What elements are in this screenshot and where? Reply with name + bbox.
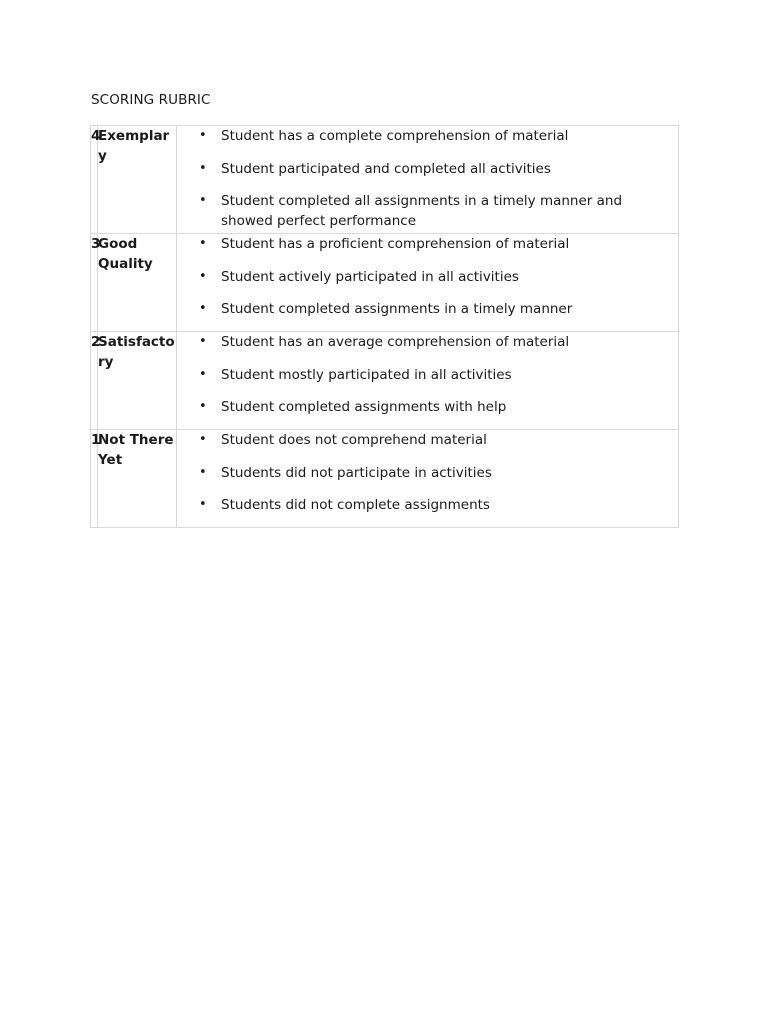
criteria-text: Student participated and completed all activities bbox=[221, 160, 551, 177]
criteria-item bbox=[177, 234, 678, 254]
score-cell bbox=[91, 430, 101, 528]
bullet-icon: • bbox=[199, 497, 207, 512]
bullet-icon: • bbox=[199, 464, 207, 480]
bullet-icon: • bbox=[199, 160, 207, 176]
level-label-cell bbox=[98, 332, 177, 430]
criteria-text: Student has an average comprehension of material bbox=[221, 334, 570, 350]
criteria-item bbox=[177, 365, 678, 385]
bullet-icon: • bbox=[199, 301, 207, 316]
score-cell bbox=[91, 234, 101, 332]
score-cell bbox=[91, 332, 101, 430]
score-value: 1 bbox=[91, 432, 101, 448]
criteria-text: Student completed all assignments in a timely manner and showed perfect performance bbox=[221, 193, 623, 229]
criteria-item bbox=[177, 267, 678, 287]
bullet-icon: • bbox=[199, 193, 207, 208]
rubric-row-2 bbox=[91, 332, 679, 430]
level-label: Good Quality bbox=[98, 236, 153, 272]
rubric-row-4 bbox=[91, 126, 679, 234]
rubric-row-1 bbox=[91, 430, 679, 528]
criteria-cell bbox=[177, 126, 679, 234]
criteria-text: Students did not complete assignments bbox=[221, 497, 490, 513]
criteria-item bbox=[177, 463, 678, 483]
criteria-item bbox=[177, 159, 678, 179]
bullet-icon: • bbox=[199, 128, 207, 143]
bullet-icon: • bbox=[199, 334, 207, 349]
criteria-cell bbox=[177, 234, 679, 332]
page-title: SCORING RUBRIC bbox=[91, 92, 211, 108]
score-value: 4 bbox=[91, 128, 101, 144]
criteria-item bbox=[177, 191, 678, 231]
bullet-icon: • bbox=[199, 236, 207, 251]
level-label: Satisfactory bbox=[98, 334, 175, 370]
bullet-icon: • bbox=[199, 432, 207, 447]
criteria-list bbox=[177, 332, 678, 417]
level-label-cell bbox=[98, 234, 177, 332]
criteria-text: Student actively participated in all activities bbox=[221, 268, 519, 285]
rubric-table bbox=[90, 125, 679, 528]
criteria-item bbox=[177, 332, 678, 352]
score-cell bbox=[91, 126, 101, 234]
criteria-item bbox=[177, 126, 678, 146]
bullet-icon: • bbox=[199, 399, 207, 414]
level-label: Exemplary bbox=[98, 128, 170, 164]
score-value: 2 bbox=[91, 334, 101, 350]
criteria-list bbox=[177, 430, 678, 515]
criteria-list bbox=[177, 126, 678, 231]
criteria-text: Student completed assignments with help bbox=[221, 399, 507, 415]
criteria-item bbox=[177, 430, 678, 450]
criteria-text: Student mostly participated in all activities bbox=[221, 366, 512, 383]
criteria-cell bbox=[177, 332, 679, 430]
bullet-icon: • bbox=[199, 268, 207, 284]
criteria-text: Students did not participate in activities bbox=[221, 464, 492, 481]
level-label-cell bbox=[98, 126, 177, 234]
score-value: 3 bbox=[91, 236, 101, 252]
criteria-item bbox=[177, 299, 678, 319]
level-label: Not There Yet bbox=[98, 432, 174, 468]
criteria-text: Student has a complete comprehension of material bbox=[221, 128, 569, 144]
criteria-text: Student has a proficient comprehension of material bbox=[221, 236, 570, 252]
criteria-text: Student does not comprehend material bbox=[221, 432, 487, 448]
bullet-icon: • bbox=[199, 366, 207, 382]
criteria-text: Student completed assignments in a timely manner bbox=[221, 301, 573, 317]
criteria-list bbox=[177, 234, 678, 319]
rubric-row-3 bbox=[91, 234, 679, 332]
criteria-item bbox=[177, 495, 678, 515]
level-label-cell bbox=[98, 430, 177, 528]
criteria-item bbox=[177, 397, 678, 417]
criteria-cell bbox=[177, 430, 679, 528]
